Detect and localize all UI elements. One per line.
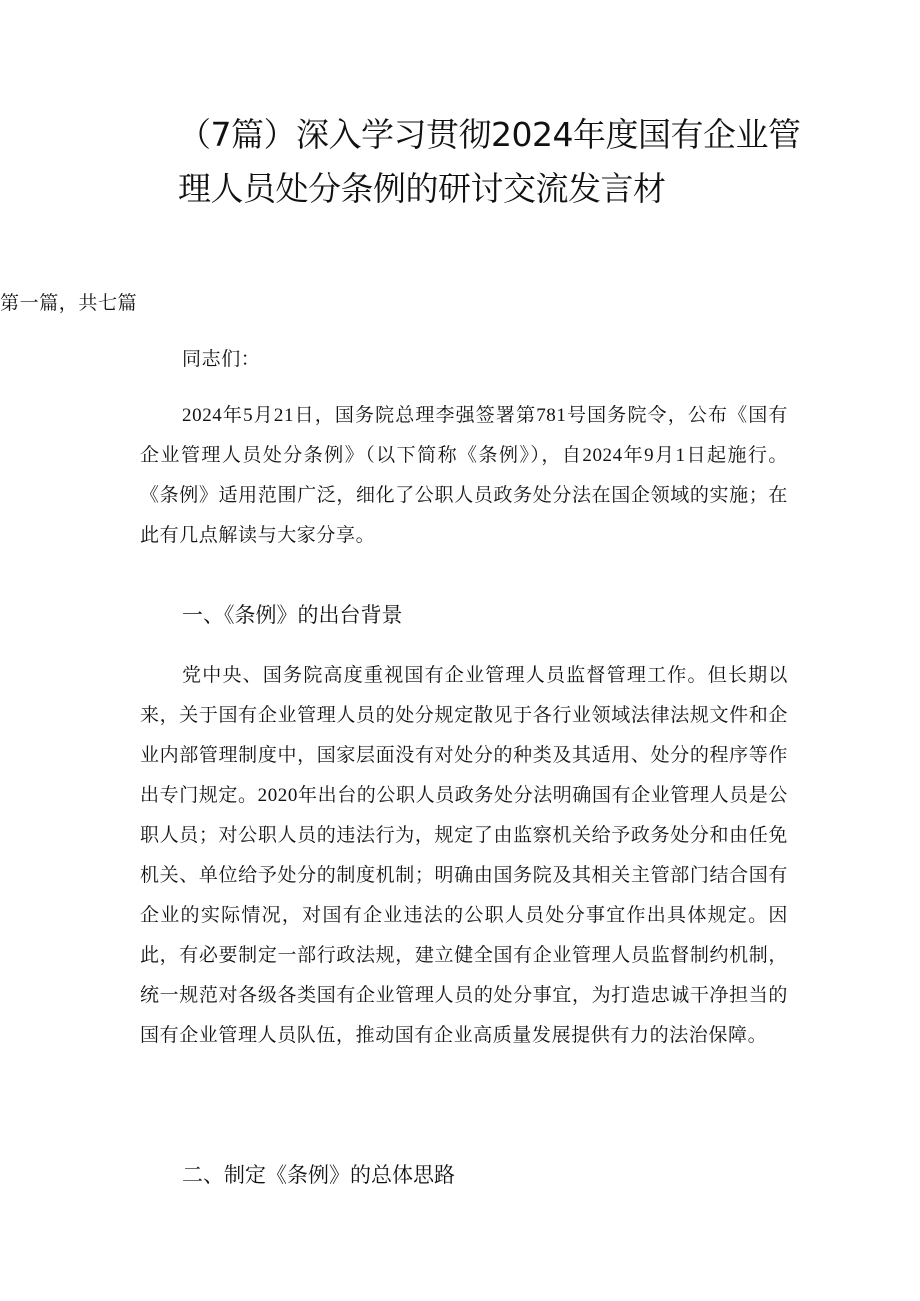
- section-heading-1: 一、《条例》的出台背景: [182, 603, 403, 627]
- paragraph-background: 党中央、国务院高度重视国有企业管理人员监督管理工作。但长期以来，关于国有企业管理人员的处分规定散见于各行业领域法律法规文件和企业内部管理制度中，国家层面没有对处分的种类及其适用、处分的程序等作出专门规定。2020年出台的公职人员政务处分法明确国有企业管理人员是公职人员；对公职人员的违法行为，规定了由监察机关给予政务处分和由任免机关、单位给予处分的制度机制；明确由国务院及其相关主管部门结合国有企业的实际情况，对国有企业违法的公职人员处分事宜作出具体规定。因此，有必要制定一部行政法规，建立健全国有企业管理人员监督制约机制，统一规范对各级各类国有企业管理人员的处分事宜，为打造忠诚干净担当的国有企业管理人员队伍，推动国有企业高质量发展提供有力的法治保障。: [140, 665, 789, 1046]
- document-title: （7篇）深入学习贯彻2024年度国有企业管理人员处分条例的研讨交流发言材: [178, 115, 801, 208]
- greeting: 同志们：: [182, 349, 261, 370]
- section-heading-2: 二、制定《条例》的总体思路: [182, 1163, 455, 1187]
- part-label: 第一篇，共七篇: [0, 293, 138, 314]
- paragraph-intro: 2024年5月21日，国务院总理李强签署第781号国务院令，公布《国有企业管理人员处分条例》（以下简称《条例》），自2024年9月1日起施行。《条例》适用范围广泛，细化了公职人员政务处分法在国企领域的实施；在此有几点解读与大家分享。: [140, 405, 788, 546]
